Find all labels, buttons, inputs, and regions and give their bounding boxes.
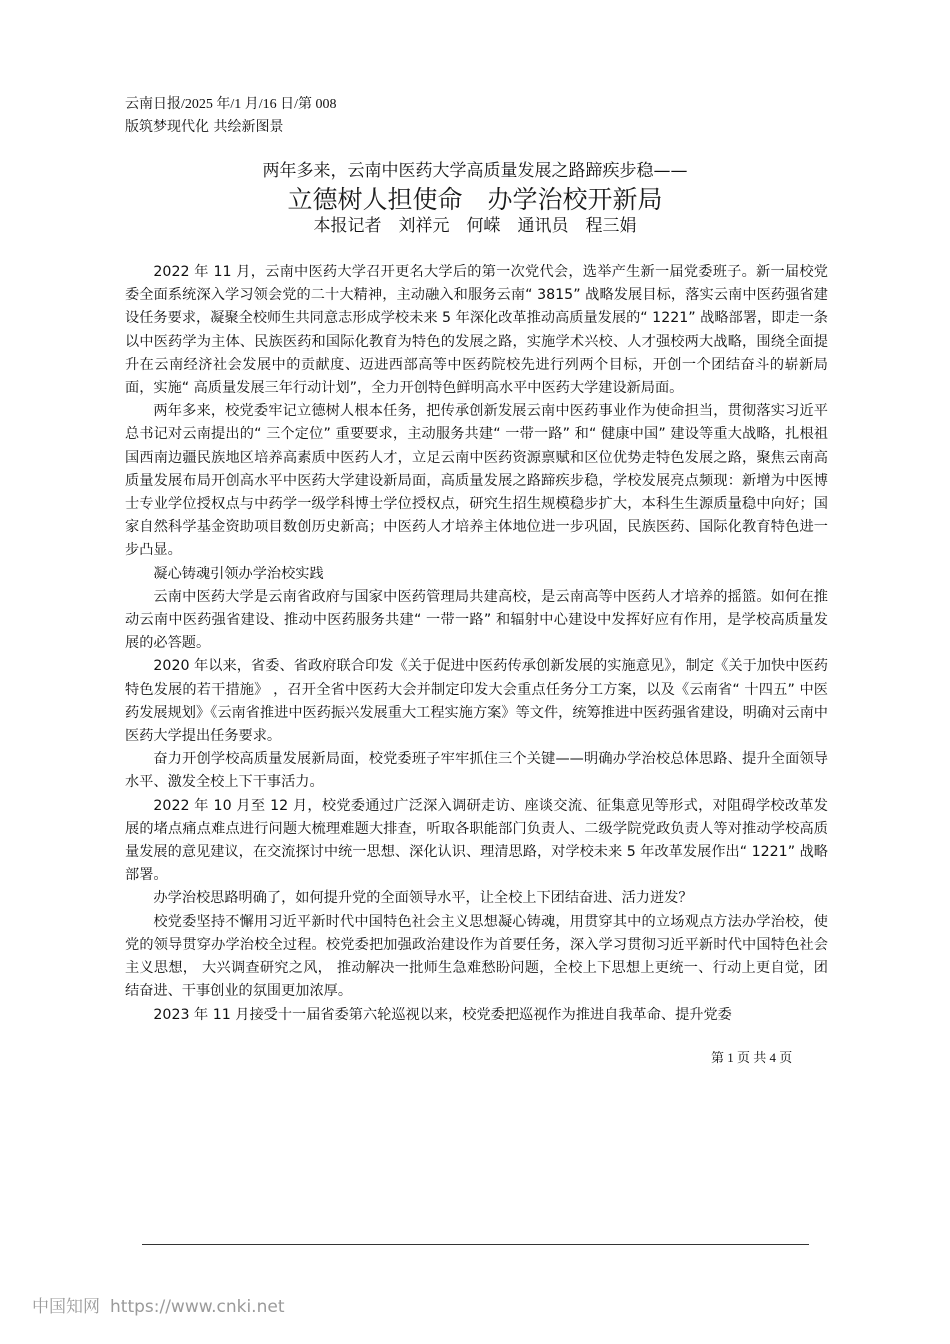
paragraph-8: 校党委坚持不懈用习近平新时代中国特色社会主义思想凝心铸魂，用贯穿其中的立场观点方法办学治校，使党的领导贯穿办学治校全过程。校党委把加强政治建设作为首要任务，深入学习贯彻习近平新时代中国特色社会主义思想， 大兴调查研究之风， 推动解决一批师生急难愁盼问题，全校上下思想上更统一、行动上更自觉，团结奋进、干事创业的氛围更加浓厚。 (125, 913, 828, 1000)
paragraph-4: 2020 年以来，省委、省政府联合印发《关于促进中医药传承创新发展的实施意见》，制定《关于加快中医药特色发展的若干措施》 ，召开全省中医药大会并制定印发大会重点任务分工方案，以及《云南省“ 十四五” 中医药发展规划》《云南省推进中医药振兴发展重大工程实施方案》等文件，统筹推进中医药强省建设，明确对云南中医药大学提出任务要求。 (125, 658, 828, 745)
footer-divider (142, 1244, 809, 1245)
paragraph-7: 办学治校思路明确了，如何提升党的全面领导水平，让全校上下团结奋进、活力迸发？ (153, 890, 693, 907)
paragraph-5: 奋力开创学校高质量发展新局面，校党委班子牢牢抓住三个关键——明确办学治校总体思路、提升全面领导水平、激发全校上下干事活力。 (125, 751, 828, 791)
watermark-brand: 中国知网 (32, 1297, 100, 1317)
page-number: 第 1 页 共 4 页 (711, 1050, 793, 1065)
watermark-url[interactable]: https://www.cnki.net (110, 1297, 285, 1317)
paragraph-3: 云南中医药大学是云南省政府与国家中医药管理局共建高校，是云南高等中医药人才培养的摇篮。如何在推动云南中医药强省建设、推动中医药服务共建“ 一带一路” 和辐射中心建设中发挥好应有作用，是学校高质量发展的必答题。 (125, 588, 828, 652)
paragraph-2: 两年多来，校党委牢记立德树人根本任务，把传承创新发展云南中医药事业作为使命担当，贯彻落实习近平总书记对云南提出的“ 三个定位” 重要要求，主动服务共建“ 一带一路” 和“ 健康中国” 建设等重大战略，扎根祖国西南边疆民族地区培养高素质中医药人才，立足云南中医药资源禀赋和区位优势走特色发展之路，聚焦云南高质量发展布局开创高水平中医药大学建设新局面，高质量发展之路蹄疾步稳，学校发展亮点频现：新增为中医博士专业学位授权点与中药学一级学科博士学位授权点，研究生招生规模稳步扩大，本科生生源质量稳中向好；国家自然科学基金资助项目数创历史新高；中医药人才培养主体地位进一步巩固，民族医药、国际化教育特色进一步凸显。 (125, 403, 828, 559)
section-heading: 凝心铸魂引领办学治校实践 (153, 565, 324, 582)
article-body (125, 261, 828, 1027)
paragraph-1: 2022 年 11 月，云南中医药大学召开更名大学后的第一次党代会，选举产生新一届党委班子。新一届校党委全面系统深入学习领会党的二十大精神，主动融入和服务云南“ 3815” 战略发展目标，落实云南中医药强省建设任务要求，凝聚全校师生共同意志形成学校未来 5 年深化改革推动高质量发展的“ 1221” 战略部署，即走一条以中医药学为主体、民族医药和国际化教育为特色的发展之路，实施学术兴校、人才强校两大战略，围绕全面提升在云南经济社会发展中的贡献度、迈进西部高等中医药院校先进行列两个目标，开创一个团结奋斗的崭新局面，实施“ 高质量发展三年行动计划”，全力开创特色鲜明高水平中医药大学建设新局面。 (125, 264, 828, 397)
source-line: 云南日报/2025 年/1 月/16 日/第 008 (125, 97, 337, 112)
paragraph-6: 2022 年 10 月至 12 月，校党委通过广泛深入调研走访、座谈交流、征集意见等形式，对阻碍学校改革发展的堵点痛点难点进行问题大梳理难题大排查，听取各职能部门负责人、二级学院党政负责人等对推动学校高质量发展的意见建议，在交流探讨中统一思想、深化认识、理清思路，对学校未来 5 年改革发展作出“ 1221” 战略部署。 (125, 797, 828, 884)
column-title: 版筑梦现代化 共绘新图景 (125, 119, 284, 135)
article-title: 立德树人担使命 办学治校开新局 (287, 185, 663, 214)
article-byline: 本报记者 刘祥元 何嵘 通讯员 程三娟 (313, 216, 637, 236)
paragraph-9: 2023 年 11 月接受十一届省委第六轮巡视以来，校党委把巡视作为推进自我革命、提升党委 (153, 1006, 732, 1023)
watermark (32, 1295, 284, 1319)
article-kicker: 两年多来，云南中医药大学高质量发展之路蹄疾步稳—— (262, 161, 688, 181)
